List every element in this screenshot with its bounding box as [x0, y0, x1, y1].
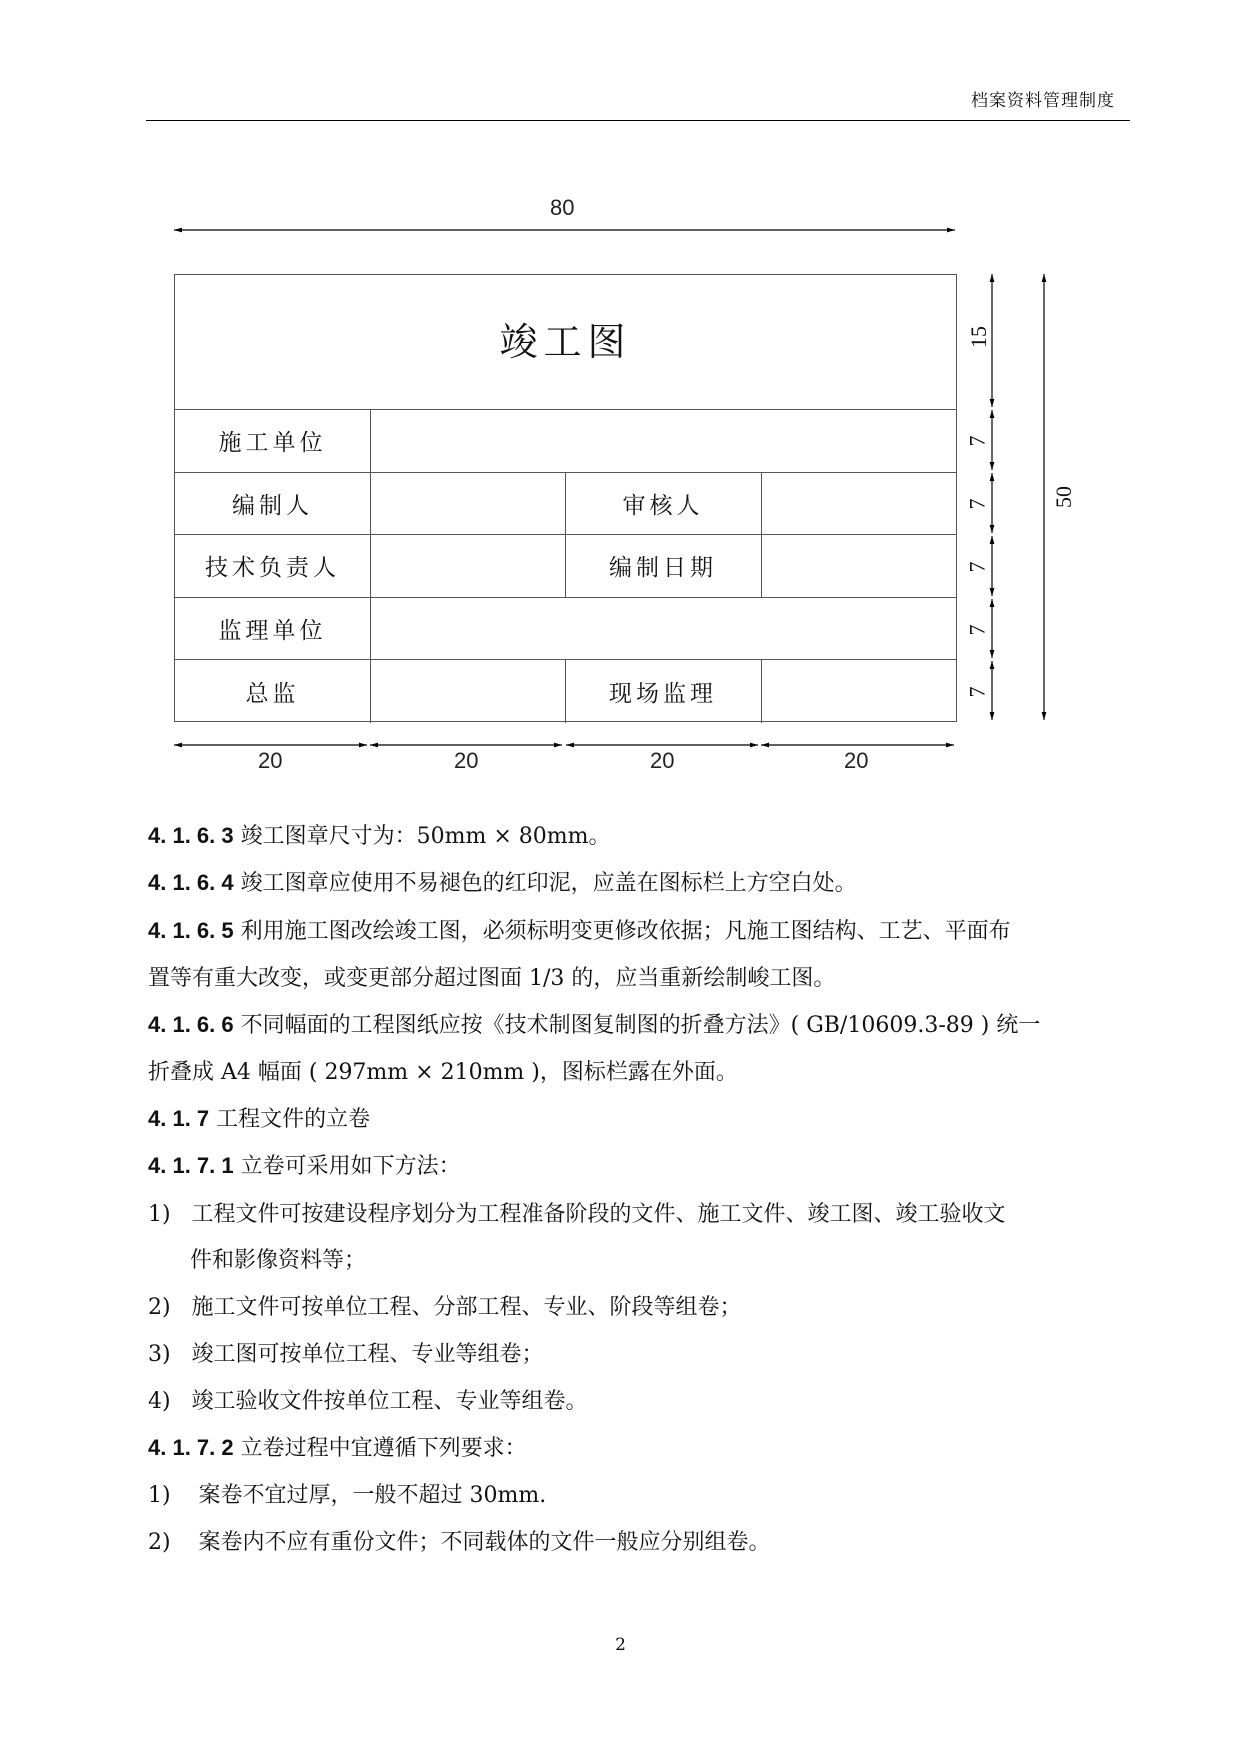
completion-stamp-table [174, 274, 957, 722]
dim-row-label: 7 [964, 435, 990, 447]
stamp-row [175, 535, 956, 598]
paragraph-line: 件和影像资料等； [148, 1248, 366, 1273]
paragraph-line: 4) 竣工验收文件按单位工程、专业等组卷。 [148, 1389, 588, 1414]
stamp-label: 技术负责人 [205, 555, 340, 582]
paragraph-line: 4. 1. 7 工程文件的立卷 [148, 1106, 371, 1132]
paragraph-line: 4. 1. 6. 5 利用施工图改绘竣工图，必须标明变更修改依据；凡施工图结构、工艺、平面布 [148, 918, 1011, 944]
paragraph-line: 3) 竣工图可按单位工程、专业等组卷； [148, 1342, 544, 1367]
paragraph-line: 2) 施工文件可按单位工程、分部工程、专业、阶段等组卷； [148, 1295, 742, 1320]
paragraph-line: 4. 1. 6. 6 不同幅面的工程图纸应按《技术制图复制图的折叠方法》( GB/10609.3-89 ) 统一 [148, 1012, 1041, 1038]
dim-width-label: 80 [550, 195, 575, 220]
paragraph-line: 1) 工程文件可按建设程序划分为工程准备阶段的文件、施工文件、竣工图、竣工验收文 [148, 1202, 1006, 1227]
stamp-row [175, 598, 956, 661]
paragraph-line: 4. 1. 7. 1 立卷可采用如下方法： [148, 1153, 461, 1179]
stamp-title: 竣工图 [175, 275, 956, 410]
dim-col-label: 20 [844, 748, 869, 773]
dim-title-height-label: 15 [966, 326, 991, 348]
stamp-row [175, 660, 956, 723]
stamp-label: 施工单位 [218, 430, 327, 457]
dim-col-label: 20 [258, 748, 283, 773]
dim-row-label: 7 [964, 686, 990, 698]
paragraph-line: 置等有重大改变，或变更部分超过图面 1/3 的，应当重新绘制峻工图。 [148, 966, 836, 991]
stamp-label: 审核人 [622, 492, 704, 519]
stamp-label: 现场监理 [609, 681, 717, 708]
dim-height-label: 50 [1051, 486, 1076, 508]
dim-col-label: 20 [454, 748, 479, 773]
dim-row-label: 7 [964, 498, 990, 510]
dim-row-label: 7 [964, 561, 990, 573]
stamp-label: 编制日期 [609, 555, 717, 582]
paragraph-line: 2) 案卷内不应有重份文件；不同载体的文件一般应分别组卷。 [148, 1530, 771, 1555]
paragraph-line: 4. 1. 6. 3 竣工图章尺寸为：50mm × 80mm。 [148, 823, 611, 849]
stamp-label: 总监 [245, 681, 300, 708]
stamp-label: 监理单位 [218, 618, 327, 645]
dim-row-label: 7 [964, 624, 990, 636]
paragraph-line: 4. 1. 7. 2 立卷过程中宜遵循下列要求： [148, 1435, 527, 1461]
dim-col-label: 20 [650, 748, 675, 773]
header-title: 档案资料管理制度 [971, 91, 1115, 111]
paragraph-line: 折叠成 A4 幅面 ( 297mm × 210mm )，图标栏露在外面。 [148, 1060, 738, 1085]
stamp-row [175, 410, 956, 473]
page-number: 2 [615, 1635, 626, 1655]
paragraph-line: 1) 案卷不宜过厚，一般不超过 30mm. [148, 1483, 547, 1508]
stamp-label: 编制人 [232, 492, 313, 519]
stamp-row [175, 473, 956, 536]
paragraph-line: 4. 1. 6. 4 竣工图章应使用不易褪色的红印泥，应盖在图标栏上方空白处。 [148, 870, 857, 896]
